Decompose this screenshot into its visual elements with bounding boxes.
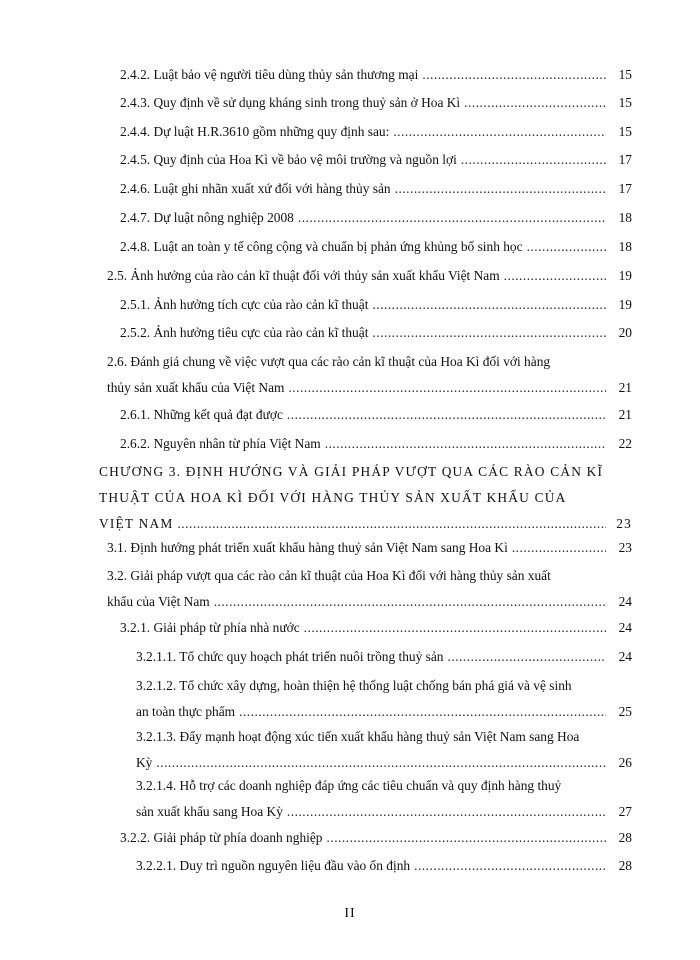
toc-chapter-entry[interactable] — [99, 459, 632, 537]
toc-page-number: 15 — [618, 124, 632, 139]
toc-page-number: 27 — [618, 804, 632, 819]
toc-entry-title: 3.2.2.1. Duy trì nguồn nguyên liệu đầu vào ổn định — [136, 858, 411, 873]
toc-page-number: 23 — [618, 540, 632, 555]
toc-page-number: 25 — [618, 704, 632, 719]
toc-entry[interactable] — [120, 825, 632, 851]
toc-page-number: 22 — [618, 436, 632, 451]
toc-entry[interactable] — [136, 773, 632, 825]
toc-page-number: 15 — [618, 95, 632, 110]
toc-entry-title: VIỆT NAM — [99, 516, 174, 531]
toc-entry-title: 2.4.3. Quy định về sử dụng kháng sinh trong thuỷ sản ở Hoa Kì — [120, 95, 461, 110]
leader-dots — [512, 535, 606, 561]
leader-dots — [287, 402, 606, 428]
toc-entry-title: 3.2.2. Giải pháp từ phía doanh nghiệp — [120, 830, 323, 845]
toc-entry-title: 2.4.5. Quy định của Hoa Kì về bảo vệ môi trường và nguồn lợi — [120, 152, 457, 167]
toc-entry-title: 2.4.7. Dự luật nông nghiệp 2008 — [120, 210, 294, 225]
toc-entry[interactable] — [136, 853, 632, 879]
toc-page-number: 15 — [618, 67, 632, 82]
toc-entry-title: 2.4.6. Luật ghi nhãn xuất xứ đối với hàng thủy sản — [120, 181, 391, 196]
toc-page-number: 21 — [618, 407, 632, 422]
toc-page-number: 19 — [618, 297, 632, 312]
toc-page-number: 24 — [618, 649, 632, 664]
toc-entry[interactable] — [120, 176, 632, 202]
toc-page-number: 21 — [618, 380, 632, 395]
leader-dots — [327, 825, 606, 851]
toc-entry-title: 3.1. Định hướng phát triển xuất khẩu hàng thuỷ sản Việt Nam sang Hoa Kì — [107, 540, 508, 555]
toc-entry[interactable] — [120, 431, 632, 457]
toc-entry-title-line: 3.2.1.3. Đẩy mạnh hoạt động xúc tiến xuất khẩu hàng thuỷ sản Việt Nam sang Hoa — [136, 729, 580, 744]
toc-entry-title: sản xuất khẩu sang Hoa Kỳ — [136, 804, 283, 819]
toc-page-number: 24 — [618, 620, 632, 635]
toc-entry[interactable] — [120, 615, 632, 641]
toc-page-number: 17 — [618, 152, 632, 167]
leader-dots — [393, 119, 606, 145]
toc-entry[interactable] — [120, 205, 632, 231]
leader-dots — [504, 263, 606, 289]
toc-entry[interactable] — [136, 724, 632, 776]
toc-entry-title: 2.6.1. Những kết quả đạt được — [120, 407, 283, 422]
toc-entry-title-line: THUẬT CỦA HOA KÌ ĐỐI VỚI HÀNG THỦY SẢN XUẤT KHẨU CỦA — [99, 490, 567, 505]
toc-page-number: 26 — [618, 755, 632, 770]
toc-entry[interactable] — [120, 234, 632, 260]
toc-entry-title: 2.4.8. Luật an toàn y tế công cộng và chuẩn bị phản ứng khủng bố sinh học — [120, 239, 523, 254]
toc-entry[interactable] — [120, 62, 632, 88]
page-number-footer: II — [344, 906, 356, 921]
toc-entry[interactable] — [120, 320, 632, 346]
leader-dots — [304, 615, 606, 641]
toc-entry-title: Kỳ — [136, 755, 153, 770]
leader-dots — [372, 320, 606, 346]
toc-entry[interactable] — [107, 535, 632, 561]
leader-dots — [177, 511, 606, 537]
toc-entry[interactable] — [120, 147, 632, 173]
toc-page-number: 18 — [618, 210, 632, 225]
toc-entry-title-line: 3.2.1.2. Tổ chức xây dựng, hoàn thiện hệ thống luật chống bán phá giá và vệ sinh — [136, 678, 572, 693]
toc-entry[interactable] — [107, 263, 632, 289]
toc-entry-title: 2.4.2. Luật bảo vệ người tiêu dùng thủy sản thương mại — [120, 67, 419, 82]
leader-dots — [214, 589, 606, 615]
toc-entry-title: 3.2.1.1. Tổ chức quy hoạch phát triển nuôi trồng thuỷ sản — [136, 649, 444, 664]
leader-dots — [448, 644, 606, 670]
toc-page-number: 18 — [618, 239, 632, 254]
toc-entry-title: 2.5.1. Ảnh hưởng tích cực của rào cản kĩ thuật — [120, 297, 369, 312]
leader-dots — [461, 147, 606, 173]
leader-dots — [298, 205, 606, 231]
toc-page-number: 28 — [618, 858, 632, 873]
leader-dots — [372, 292, 606, 318]
toc-page-number: 28 — [618, 830, 632, 845]
toc-entry-title: an toàn thực phẩm — [136, 704, 236, 719]
toc-entry-title: 2.4.4. Dự luật H.R.3610 gồm những quy định sau: — [120, 124, 390, 139]
toc-entry[interactable] — [107, 349, 632, 401]
leader-dots — [422, 62, 606, 88]
toc-entry[interactable] — [136, 673, 632, 725]
toc-page-number: 20 — [618, 325, 632, 340]
leader-dots — [464, 90, 606, 116]
toc-entry[interactable] — [120, 292, 632, 318]
toc-entry[interactable] — [120, 119, 632, 145]
toc-page-number: 19 — [618, 268, 632, 283]
leader-dots — [239, 699, 606, 725]
toc-entry-title-line: 3.2. Giải pháp vượt qua các rào cản kĩ thuật của Hoa Kì đối với hàng thủy sản xuất — [107, 568, 551, 583]
toc-entry[interactable] — [107, 563, 632, 615]
toc-entry[interactable] — [136, 644, 632, 670]
toc-page-number: 24 — [618, 594, 632, 609]
toc-entry-title-line: 3.2.1.4. Hỗ trợ các doanh nghiệp đáp ứng các tiêu chuẩn và quy định hàng thuỷ — [136, 778, 562, 793]
toc-entry-title: 2.6.2. Nguyên nhân từ phía Việt Nam — [120, 436, 321, 451]
leader-dots — [288, 375, 606, 401]
toc-page-number: 23 — [616, 516, 632, 531]
toc-entry-title-line: CHƯƠNG 3. ĐỊNH HƯỚNG VÀ GIẢI PHÁP VƯỢT QUA CÁC RÀO CẢN KĨ — [99, 464, 604, 479]
toc-entry-title: 3.2.1. Giải pháp từ phía nhà nước — [120, 620, 300, 635]
toc-entry[interactable] — [120, 90, 632, 116]
leader-dots — [414, 853, 606, 879]
toc-entry[interactable] — [120, 402, 632, 428]
leader-dots — [325, 431, 606, 457]
toc-entry-title: thủy sản xuất khẩu của Việt Nam — [107, 380, 285, 395]
toc-entry-title: 2.5. Ảnh hưởng của rào cản kĩ thuật đối với thủy sản xuất khẩu Việt Nam — [107, 268, 500, 283]
leader-dots — [395, 176, 606, 202]
toc-entry-title-line: 2.6. Đánh giá chung về việc vượt qua các rào cản kĩ thuật của Hoa Kì đối với hàng — [107, 354, 551, 369]
toc-page-number: 17 — [618, 181, 632, 196]
leader-dots — [527, 234, 606, 260]
toc-entry-title: 2.5.2. Ảnh hưởng tiêu cực của rào cản kĩ thuật — [120, 325, 369, 340]
toc-entry-title: khẩu của Việt Nam — [107, 594, 210, 609]
leader-dots — [287, 799, 606, 825]
